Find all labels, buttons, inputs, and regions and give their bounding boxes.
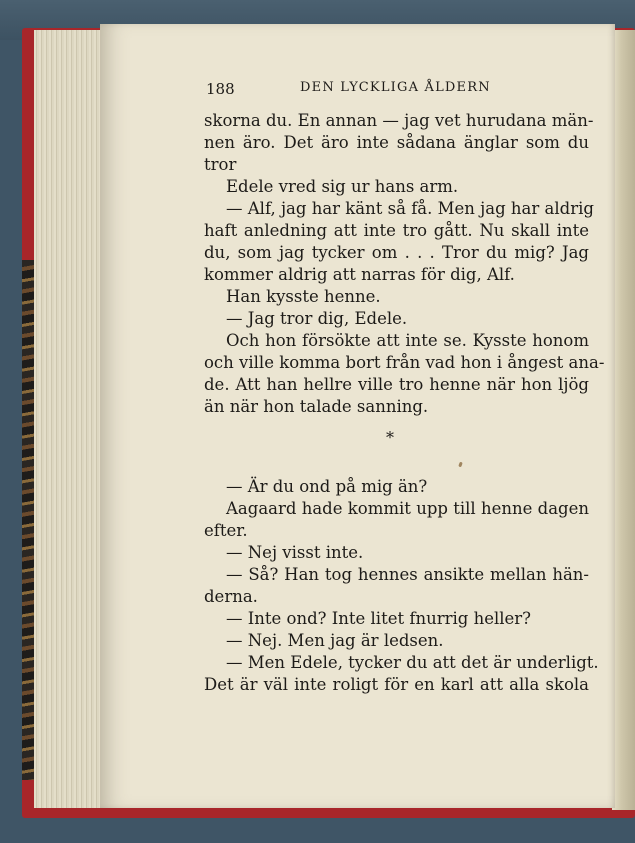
page-number: 188 [206,80,235,98]
text-line: efter. [204,521,248,540]
text-line: — Alf, jag har känt så få. Men jag har aldrig [226,199,594,218]
text-line: — Men Edele, tycker du att det är underligt. [226,653,599,672]
facing-page-edge [612,30,635,810]
text-line: — Så? Han tog hennes ansikte mellan hän- [226,565,589,584]
text-line: Edele vred sig ur hans arm. [226,177,459,196]
text-line: skorna du. En annan — jag vet hurudana män- [204,111,594,130]
text-line: derna. [204,587,258,606]
text-line: tror [204,155,237,174]
text-line: — Inte ond? Inte litet fnurrig heller? [226,609,532,628]
text-line: du, som jag tycker om . . . Tror du mig? Jag [204,243,589,262]
running-head: DEN LYCKLIGA ÅLDERN [300,80,491,95]
text-line: — Nej visst inte. [226,543,364,562]
text-line: nen äro. Det äro inte sådana änglar som du [204,133,589,152]
text-line: kommer aldrig att narras för dig, Alf. [204,265,515,284]
text-line: än när hon talade sanning. [204,397,429,416]
text-line: de. Att han hellre ville tro henne när hon ljög [204,375,589,394]
section-break: * [386,428,394,447]
text-line: — Jag tror dig, Edele. [226,309,408,328]
text-line: — Nej. Men jag är ledsen. [226,631,444,650]
page-header [204,80,589,100]
text-line: haft anledning att inte tro gått. Nu skall inte [204,221,589,240]
text-line: Och hon försökte att inte se. Kysste honom [226,331,589,350]
text-line: — Är du ond på mig än? [226,477,428,496]
text-line: och ville komma bort från vad hon i ångest ana- [204,353,605,372]
text-line: Det är väl inte roligt för en karl att alla skola [204,675,589,694]
text-line: Aagaard hade kommit upp till henne dagen [226,499,589,518]
text-line: Han kysste henne. [226,287,381,306]
